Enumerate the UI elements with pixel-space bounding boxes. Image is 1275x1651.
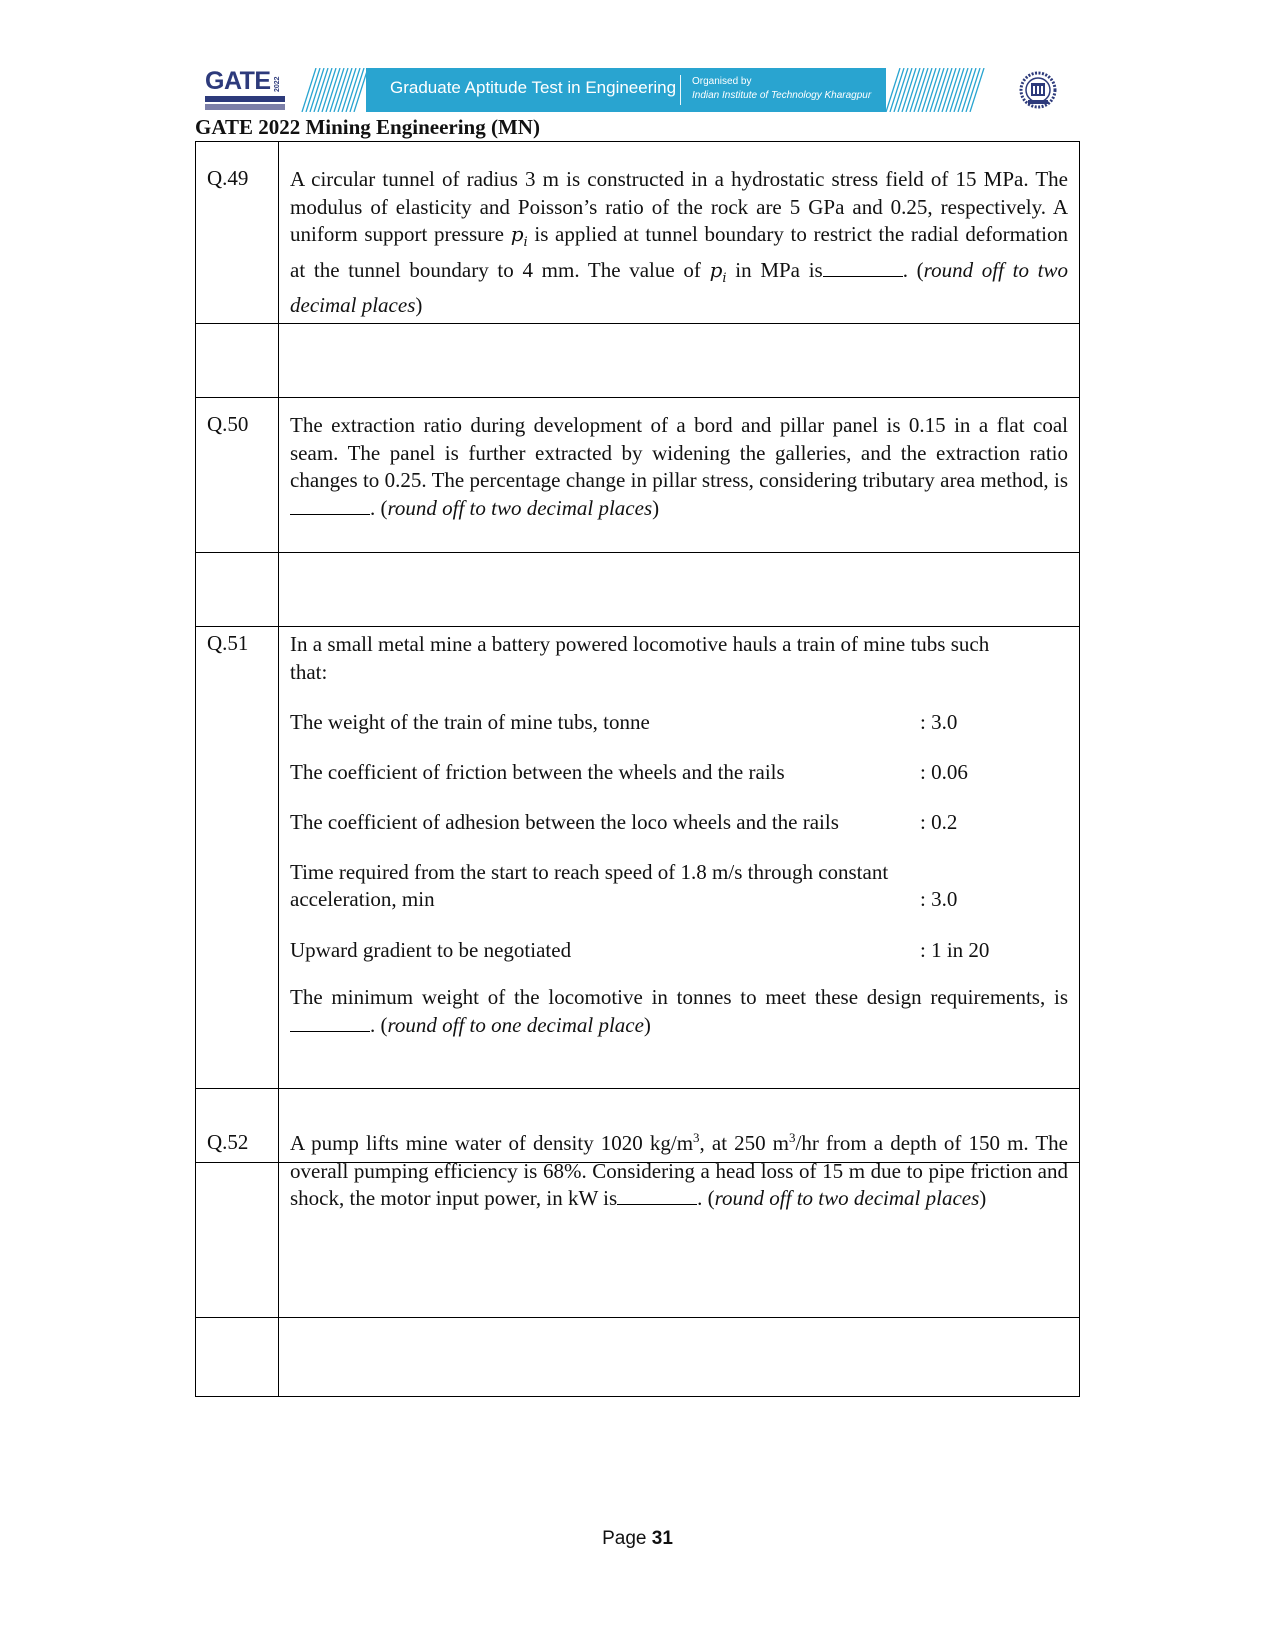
table-row-divider: [196, 552, 1079, 553]
answer-blank: [290, 496, 370, 515]
q51-param-label: The coefficient of friction between the wheels and the rails: [290, 760, 785, 784]
q51-param-value: : 1 in 20: [920, 938, 990, 962]
question-text-49: [290, 166, 1068, 320]
q52-superscript: 3: [789, 1130, 796, 1145]
table-row-divider: [196, 1317, 1079, 1318]
table-row-divider: [196, 323, 1079, 324]
q52-text-part: . (: [697, 1186, 715, 1210]
table-row-divider: [196, 397, 1079, 398]
gate-logo-tagline-bar: [205, 96, 285, 102]
q51-question: [290, 984, 1068, 1039]
table-row-divider: [196, 626, 1079, 627]
q49-variable-pi: [510, 222, 528, 250]
q51-text-part: ): [643, 1012, 651, 1037]
banner-divider: [680, 75, 681, 105]
gate-logo-hindi-bar: [205, 104, 285, 110]
question-text-52: [290, 1130, 1068, 1213]
question-number-49: Q.49: [207, 166, 249, 190]
organiser-name: Indian Institute of Technology Kharagpur: [692, 90, 872, 101]
q49-text-part: A circular tunnel of radius 3 m is constructed in a hydrostatic stress field of 15 MPa. The modulus of elasticity and Poisson’s ratio of the rock are 5 GPa and 0.25, respectively. A uniform support pressure: [290, 167, 1068, 246]
header-banner: [300, 68, 995, 112]
q52-rounding-note: round off to two decimal places: [714, 1186, 980, 1210]
q51-param-label: Upward gradient to be negotiated: [290, 938, 572, 962]
q52-superscript: 3: [693, 1130, 700, 1145]
question-table: [195, 141, 1080, 1397]
question-number-52: Q.52: [207, 1130, 249, 1154]
answer-blank: [290, 1013, 370, 1032]
table-column-divider: [278, 142, 279, 1396]
q51-param-label: The weight of the train of mine tubs, tonne: [290, 710, 650, 734]
q49-variable-pi: [709, 257, 727, 286]
q51-param-value: : 3.0: [920, 887, 958, 911]
answer-blank: [823, 258, 903, 277]
question-number-51: Q.51: [207, 631, 249, 655]
q50-text-part: The extraction ratio during development of a bord and pillar panel is 0.15 in a flat coal seam. The panel is further extracted by widening the galleries, and the extraction ratio changes to 0.25. The percentage change in pillar stress, considering tributary area method, is: [290, 413, 1068, 492]
q51-param-value: : 0.2: [920, 810, 958, 834]
organised-by-label: Organised by: [692, 76, 752, 87]
q49-text-part: in MPa is: [735, 257, 823, 282]
q51-param-row: [290, 937, 1068, 964]
q49-text-part: is applied at tunnel boundary to restrict the radial deformation at the tunnel boundary to 4 mm. The value of: [290, 222, 1068, 282]
q50-text-part: ): [652, 495, 660, 520]
q51-param-row: [290, 859, 1068, 914]
q51-param-row: [290, 809, 1068, 836]
q49-var-subscript: i: [523, 235, 528, 250]
q52-text-part: ): [979, 1186, 987, 1210]
page-header: [205, 66, 1060, 114]
q49-rounding-note: round off to two decimal places: [290, 257, 1069, 317]
q51-param-value: : 0.06: [920, 760, 968, 784]
q51-param-label: acceleration, min: [290, 887, 435, 911]
question-text-50: [290, 412, 1068, 522]
q49-text-part: ): [415, 293, 423, 317]
q51-text-part: . (: [370, 1012, 388, 1037]
gate-logo-year: 2022: [274, 76, 281, 92]
q49-text-part: . (: [902, 257, 924, 282]
q50-rounding-note: round off to two decimal places: [387, 495, 653, 520]
q51-param-value: : 3.0: [920, 710, 958, 734]
q51-param-label: Time required from the start to reach speed of 1.8 m/s through constant: [290, 860, 889, 884]
q51-param-row: [290, 709, 1068, 736]
q52-text-part: , at 250 m: [699, 1131, 790, 1155]
q51-param-label: The coefficient of adhesion between the loco wheels and the rails: [290, 810, 839, 834]
table-row-divider: [196, 1088, 1079, 1089]
q49-var-symbol: p: [709, 257, 723, 282]
q51-rounding-note: round off to one decimal place: [387, 1012, 644, 1037]
question-text-51: [290, 631, 1068, 1039]
page-footer: [0, 1528, 1275, 1550]
answer-blank: [617, 1186, 697, 1205]
banner-title: Graduate Aptitude Test in Engineering: [390, 78, 677, 97]
iit-kharagpur-emblem-icon: [1018, 70, 1058, 110]
q51-param-row: [290, 759, 1068, 786]
document-title: GATE 2022 Mining Engineering (MN): [195, 115, 540, 139]
q50-text-part: . (: [370, 495, 388, 520]
question-number-50: Q.50: [207, 412, 249, 436]
gate-logo: [205, 68, 290, 112]
q52-text-part: /hr from a depth of 150 m. The overall pumping efficiency is 68%. Considering a head loss of 15 m due to pipe friction and shock, the motor input power, in kW is: [290, 1131, 1068, 1210]
q49-var-subscript: i: [722, 270, 727, 286]
q51-intro: In a small metal mine a battery powered locomotive hauls a train of mine tubs such that:: [290, 632, 990, 684]
q52-text-part: A pump lifts mine water of density 1020 kg/m: [290, 1131, 694, 1155]
gate-logo-text: GATE: [205, 67, 271, 95]
page-number: 31: [651, 1528, 673, 1549]
q49-var-symbol: p: [510, 222, 524, 246]
page-label: Page: [602, 1528, 647, 1549]
q51-text-part: The minimum weight of the locomotive in tonnes to meet these design requirements, is: [290, 985, 1068, 1009]
